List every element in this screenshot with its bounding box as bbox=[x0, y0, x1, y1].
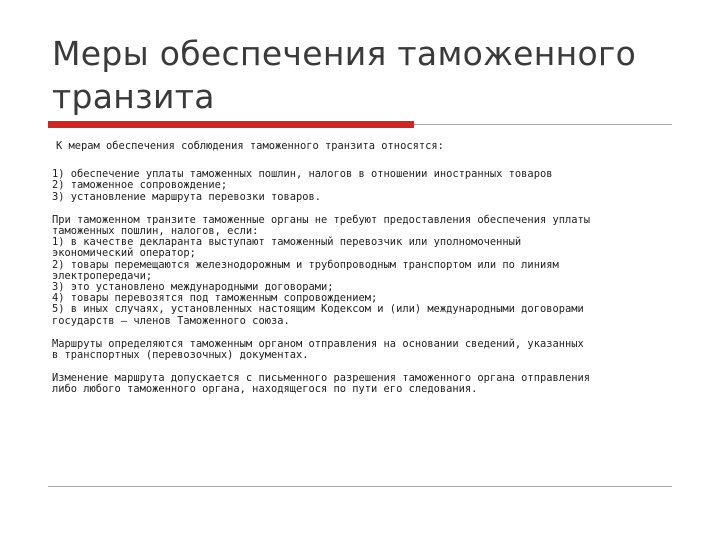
measure-item: 3) установление маршрута перевозки товаров. bbox=[52, 190, 321, 203]
title-accent-bar bbox=[48, 121, 414, 128]
slide-body bbox=[52, 141, 668, 408]
exemption-line: При таможенном транзите таможенные органы не требуют предоставления обеспечения уплаты bbox=[52, 213, 590, 226]
measures-list bbox=[52, 169, 668, 203]
exemption-line: 5) в иных случаях, установленных настоящим Кодексом и (или) международными договорами bbox=[52, 303, 584, 316]
exemption-line: государств – членов Таможенного союза. bbox=[52, 314, 290, 327]
measure-item: 2) таможенное сопровождение; bbox=[52, 179, 228, 192]
exemption-line: 3) это установлено международными договорами; bbox=[52, 281, 334, 294]
slide-title bbox=[52, 32, 692, 118]
route-change-line: Изменение маршрута допускается с письменного разрешения таможенного органа отправления bbox=[52, 372, 590, 385]
route-change-line: либо любого таможенного органа, находящегося по пути его следования. bbox=[52, 383, 478, 396]
measure-item: 1) обеспечение уплаты таможенных пошлин, налогов в отношении иностранных товаров bbox=[52, 168, 553, 181]
title-line-2: транзита bbox=[52, 77, 215, 116]
exemption-line: 4) товары перевозятся под таможенным сопровождением; bbox=[52, 292, 378, 305]
routes-paragraph bbox=[52, 339, 668, 361]
bottom-divider bbox=[48, 486, 672, 487]
exemption-line: 1) в качестве декларанта выступают таможенный перевозчик или уполномоченный bbox=[52, 236, 522, 249]
intro-text: К мерам обеспечения соблюдения таможенного транзита относятся: bbox=[56, 140, 444, 152]
routes-line: в транспортных (перевозочных) документах. bbox=[52, 349, 309, 362]
routes-line: Маршруты определяются таможенным органом отправления на основании сведений, указанных bbox=[52, 337, 584, 350]
exemption-line: электропередачи; bbox=[52, 269, 153, 282]
exemptions-paragraph bbox=[52, 215, 668, 327]
exemption-line: таможенных пошлин, налогов, если: bbox=[52, 225, 259, 238]
exemption-line: экономический оператор; bbox=[52, 247, 196, 260]
route-change-paragraph bbox=[52, 373, 668, 395]
exemption-line: 2) товары перемещаются железнодорожным и трубопроводным транспортом или по линиям bbox=[52, 258, 559, 271]
title-line-1: Меры обеспечения таможенного bbox=[52, 34, 637, 73]
